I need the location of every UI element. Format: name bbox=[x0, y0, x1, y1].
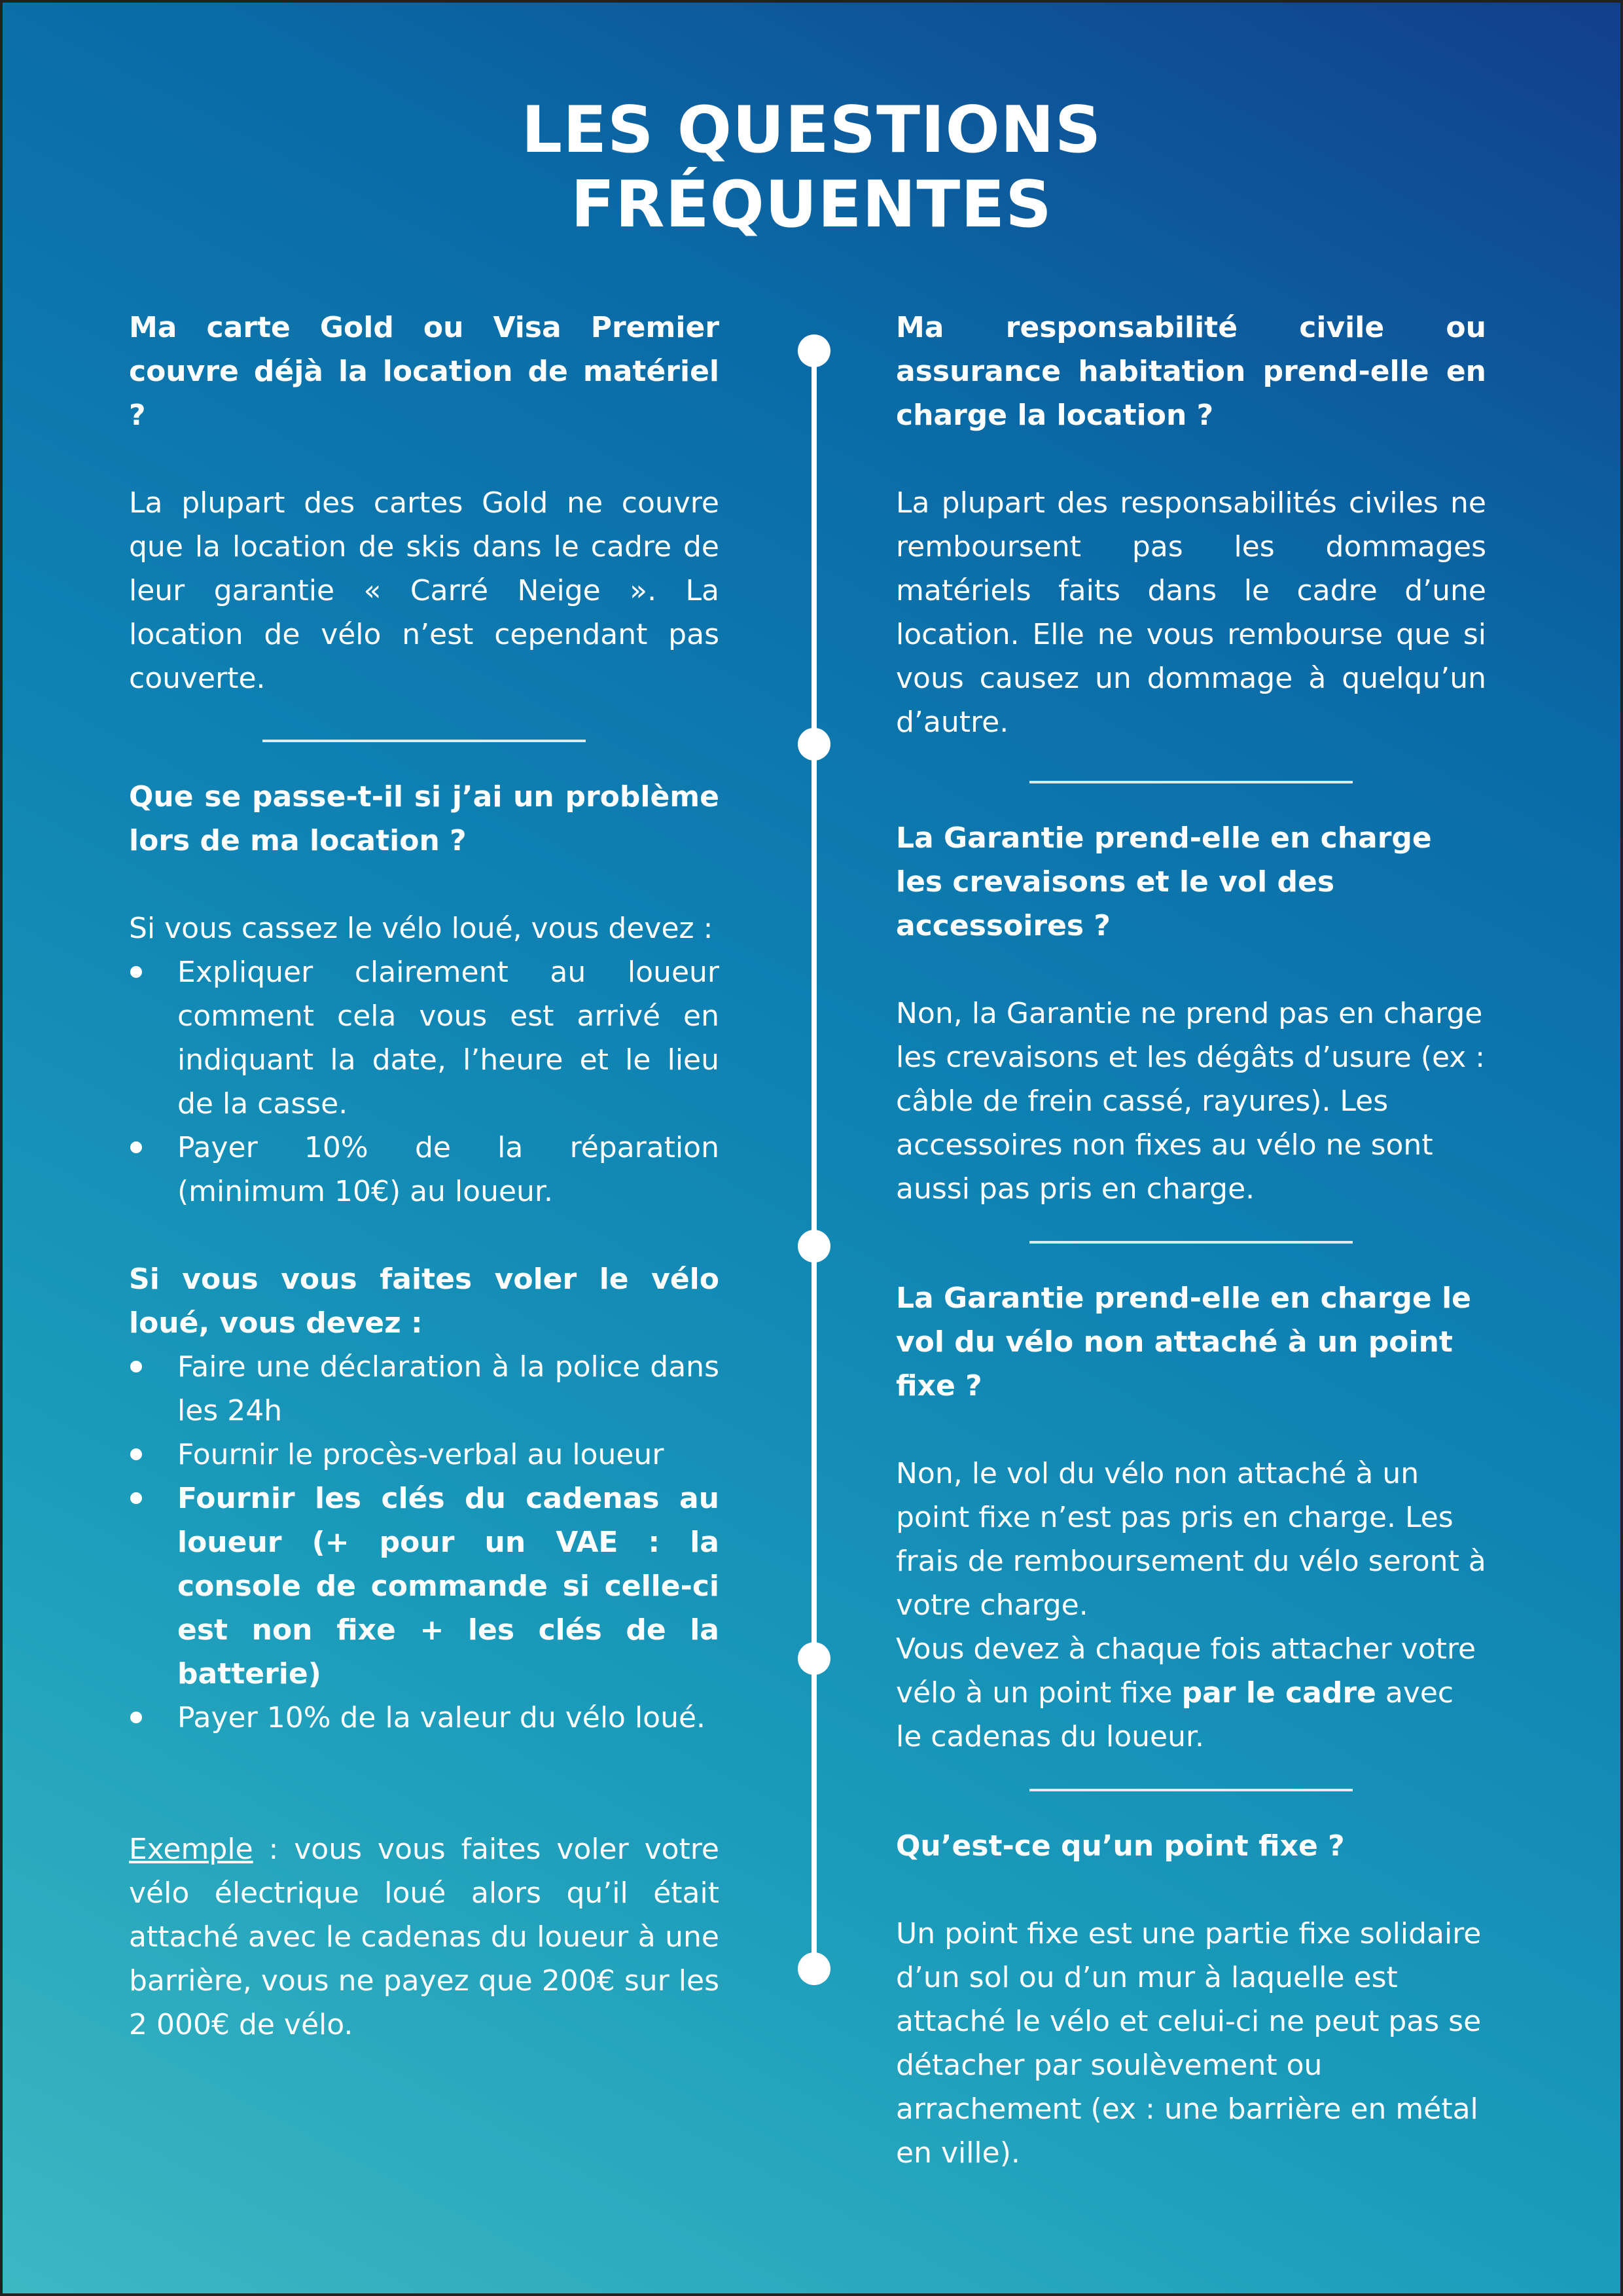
bullet-icon bbox=[130, 966, 142, 978]
example-text: : vous vous faites voler votre vélo électrique loué alors qu’il était attaché avec le cadenas du loueur à une barrière, vous ne payez que 200€ sur les 2 000€ de vélo. bbox=[129, 1833, 719, 2041]
example-paragraph bbox=[129, 1827, 719, 2047]
faq-question: Ma responsabilité civile ou assurance habitation prend-elle en charge la location ? bbox=[896, 311, 1486, 432]
faq-question: Que se passe-t-il si j’ai un problème lors de ma location ? bbox=[129, 780, 719, 857]
faq-question: La Garantie prend-elle en charge le vol du vélo non attaché à un point fixe ? bbox=[896, 1282, 1471, 1403]
break-list bbox=[129, 950, 719, 1213]
theft-list bbox=[129, 1345, 719, 1740]
note-text-bold: par le cadre bbox=[1181, 1676, 1376, 1710]
list-item-text: Expliquer clairement au loueur comment cela vous est arrivé en indiquant la date, l’heure et le lieu de la casse. bbox=[177, 956, 719, 1121]
title-line-2: FRÉQUENTES bbox=[571, 168, 1052, 242]
timeline-line bbox=[812, 351, 817, 1969]
faq-answer: Non, le vol du vélo non attaché à un point fixe n’est pas pris en charge. Les frais de remboursement du vélo seront à votre charge. bbox=[896, 1457, 1486, 1622]
faq-answer: Un point fixe est une partie fixe solidaire d’un sol ou d’un mur à laquelle est attaché le vélo et celui-ci ne peut pas se détacher par soulèvement ou arrachement (ex : une barrière en métal en ville). bbox=[896, 1917, 1482, 2170]
timeline-node bbox=[798, 728, 830, 761]
list-item bbox=[129, 950, 719, 1126]
timeline-node bbox=[798, 334, 830, 367]
list-item-text: Faire une déclaration à la police dans les 24h bbox=[177, 1350, 719, 1427]
faq-answer: La plupart des responsabilités civiles ne remboursent pas les dommages matériels faits dans le cadre d’une location. Elle ne vous rembourse que si vous causez un dommage à quelqu’un d’autre. bbox=[896, 486, 1486, 739]
timeline-node bbox=[798, 1642, 830, 1675]
list-item bbox=[129, 1477, 719, 1696]
bullet-icon bbox=[130, 1712, 142, 1723]
faq-question: La Garantie prend-elle en charge les crevaisons et le vol des accessoires ? bbox=[896, 821, 1432, 942]
page-title bbox=[3, 93, 1620, 242]
note-text-post: avec le cadenas du loueur. bbox=[896, 1676, 1454, 1753]
theft-intro: Si vous vous faites voler le vélo loué, vous devez : bbox=[129, 1263, 719, 1340]
timeline-node bbox=[798, 1952, 830, 1985]
bullet-icon bbox=[130, 1492, 142, 1504]
list-item bbox=[129, 1345, 719, 1433]
bullet-icon bbox=[130, 1361, 142, 1372]
list-item-text: Fournir le procès-verbal au loueur bbox=[177, 1438, 664, 1471]
bullet-icon bbox=[130, 1448, 142, 1460]
list-item-text: Fournir les clés du cadenas au loueur (+ pour un VAE : la console de commande si celle-ci est non fixe + les clés de la batterie) bbox=[177, 1482, 719, 1691]
list-item bbox=[129, 1126, 719, 1213]
bullet-icon bbox=[130, 1141, 142, 1153]
list-item-text: Payer 10% de la valeur du vélo loué. bbox=[177, 1701, 706, 1734]
right-column bbox=[896, 306, 1486, 2175]
list-item bbox=[129, 1696, 719, 1740]
left-column bbox=[129, 306, 719, 2047]
faq-question: Ma carte Gold ou Visa Premier couvre déjà la location de matériel ? bbox=[129, 311, 719, 432]
title-line-1: LES QUESTIONS bbox=[521, 93, 1102, 168]
example-label: Exemple bbox=[129, 1833, 253, 1866]
faq-question: Qu’est-ce qu’un point fixe ? bbox=[896, 1829, 1345, 1863]
faq-answer-note bbox=[896, 1627, 1486, 1759]
faq-answer: La plupart des cartes Gold ne couvre que la location de skis dans le cadre de leur garantie « Carré Neige ». La location de vélo n’est cependant pas couverte. bbox=[129, 486, 719, 695]
list-item-text: Payer 10% de la réparation (minimum 10€) au loueur. bbox=[177, 1131, 719, 1208]
list-item bbox=[129, 1433, 719, 1477]
timeline-node bbox=[798, 1230, 830, 1263]
break-intro: Si vous cassez le vélo loué, vous devez : bbox=[129, 912, 713, 945]
note-text-pre: Vous devez à chaque fois attacher votre vélo à un point fixe bbox=[896, 1632, 1476, 1710]
faq-answer: Non, la Garantie ne prend pas en charge les crevaisons et les dégâts d’usure (ex : câble de frein cassé, rayures). Les accessoires non fixes au vélo ne sont aussi pas pris en charge. bbox=[896, 997, 1486, 1206]
